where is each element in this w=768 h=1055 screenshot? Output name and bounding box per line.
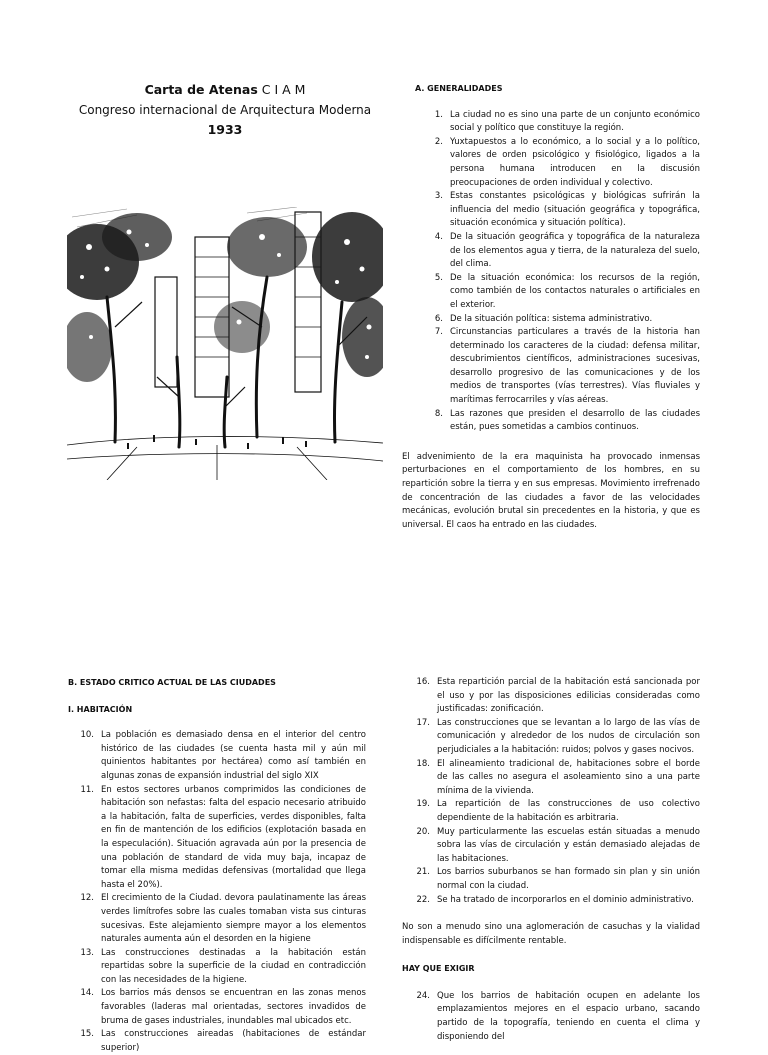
list-item bbox=[402, 990, 700, 1044]
list-item bbox=[68, 729, 366, 783]
item-text: Los barrios más densos se encuentran en las zonas menos favorables (laderas mal orientadas, sectores invadidos de bruma de gases industriales, inundables mal ubicados etc. bbox=[101, 988, 366, 1026]
item-text: La población es demasiado densa en el interior del centro histórico de las ciudades (se cuenta hasta mil y aún mil quinientos habitantes por hectárea) como así también en algunas zonas de expansión industrial del siglo XIX bbox=[101, 730, 366, 781]
list-item bbox=[402, 676, 700, 717]
list-item bbox=[415, 313, 700, 327]
section-b-heading: B. ESTADO CRITICO ACTUAL DE LAS CIUDADES bbox=[68, 678, 276, 687]
item-text: Esta repartición parcial de la habitación está sancionada por el uso y por las disposiciones edilicias consideradas como justificadas: zonificación. bbox=[437, 677, 700, 715]
item-number: 2. bbox=[434, 136, 443, 147]
item-text: La repartición de las construcciones de uso colectivo dependiente de la habitación es arbitraria. bbox=[437, 799, 700, 823]
item-text: Las razones que presiden el desarrollo de las ciudades están, pues sometidas a cambios continuos. bbox=[450, 408, 700, 433]
list-item bbox=[68, 892, 366, 946]
item-number: 4. bbox=[434, 231, 443, 242]
section-b-list bbox=[68, 729, 366, 1055]
list-item bbox=[68, 987, 366, 1028]
list-item bbox=[415, 190, 700, 231]
title-block bbox=[60, 80, 390, 140]
item-text: Los barrios suburbanos se han formado sin plan y sin unión normal con la ciudad. bbox=[437, 867, 700, 891]
exigir-list bbox=[402, 990, 700, 1044]
document-year: 1933 bbox=[207, 122, 243, 137]
section-a-paragraph: El advenimiento de la era maquinista ha provocado inmensas perturbaciones en el comportamiento de los hombres, en su repartición sobre la tierra y en sus empresas. Movimiento irrefrenado de concentración de las ciudades a favor de las velocidades mecánicas, evolución brutal sin precedentes en la historia, y que es universal. El caos ha entrado en las ciudades. bbox=[402, 451, 700, 530]
item-text: Que los barrios de habitación ocupen en adelante los emplazamientos mejores en el espacio urbano, sacando partido de la topografía, teniendo en cuenta el clima y disponiendo del bbox=[437, 990, 700, 1042]
item-text: De la situación política: sistema administrativo. bbox=[450, 313, 653, 324]
item-text: Estas constantes psicológicas y biológicas sufrirán la influencia del medio (situación geográfica y topográfica, situación económica y situación política). bbox=[450, 191, 700, 229]
section-a-heading: A. GENERALIDADES bbox=[415, 84, 503, 93]
list-item bbox=[402, 866, 700, 893]
title-text: Carta de Atenas bbox=[144, 82, 258, 97]
section-estado-critico-continued bbox=[402, 676, 700, 1044]
item-text: De la situación económica: los recursos de la región, como también de los contactos naturales o artificiales en el exterior. bbox=[450, 272, 700, 310]
document-subtitle: Congreso internacional de Arquitectura Moderna bbox=[78, 103, 372, 117]
item-text: El alineamiento tradicional de, habitaciones sobre el borde de las calles no asegura el asoleamiento sino a una parte mínima de la vivienda. bbox=[437, 758, 700, 796]
item-text: El crecimiento de la Ciudad. devora paulatinamente las áreas verdes limítrofes sobre las cuales tomaban vista sus cinturas sucesivas. Este alejamiento siempre mayor a los elementos naturales aumenta aún el desorden en la higiene bbox=[101, 893, 366, 945]
list-item bbox=[415, 109, 700, 136]
item-text: Las construcciones aireadas (habitaciones de estándar superior) bbox=[101, 1029, 366, 1053]
item-number: 16. bbox=[416, 677, 430, 687]
list-item bbox=[415, 326, 700, 408]
item-number: 19. bbox=[416, 799, 430, 810]
item-number: 1. bbox=[434, 109, 443, 120]
item-number: 12. bbox=[80, 893, 94, 904]
item-number: 11. bbox=[80, 784, 94, 795]
list-item bbox=[415, 408, 700, 435]
list-item bbox=[402, 894, 700, 908]
item-number: 24. bbox=[416, 990, 430, 1001]
item-number: 5. bbox=[434, 272, 443, 283]
item-number: 22. bbox=[416, 894, 430, 905]
list-item bbox=[402, 758, 700, 799]
item-number: 6. bbox=[434, 313, 443, 324]
list-item bbox=[68, 784, 366, 893]
list-item bbox=[68, 1028, 366, 1055]
item-text: En estos sectores urbanos comprimidos las condiciones de habitación son nefastas: falta del espacio necesario atribuido a la habitación, falta de superficies, verdes disponibles, falta en fin de mantención de los edificios (explotación basada en la especulación). Situación agravada aún por la presencia de una población de standard de vida muy baja, incapaz de tomar ella misma medidas defensivas (mortalidad que llega hasta el 20%). bbox=[101, 784, 366, 890]
item-number: 18. bbox=[416, 758, 430, 769]
item-text: Se ha tratado de incorporarlos en el dominio administrativo. bbox=[437, 894, 694, 905]
item-number: 10. bbox=[80, 730, 94, 741]
list-item bbox=[402, 717, 700, 758]
hay-que-exigir-heading: HAY QUE EXIGIR bbox=[402, 964, 475, 974]
item-text: De la situación geográfica y topográfica de la naturaleza de los elementos agua y tierra, de la naturaleza del suelo, del clima. bbox=[450, 231, 700, 270]
list-item bbox=[415, 272, 700, 313]
item-text: Yuxtapuestos a lo económico, a lo social y a lo político, valores de orden psicológico y fisiológico, ligados a la persona humana introducen en la discusión preocupaciones de orden individual y colectivo. bbox=[450, 136, 700, 188]
item-text: La ciudad no es sino una parte de un conjunto económico social y político que constituye la región. bbox=[450, 109, 700, 134]
list-item bbox=[415, 231, 700, 272]
title-suffix: C I A M bbox=[261, 82, 306, 97]
item-text: Las construcciones destinadas a la habitación están repartidas sobre la superficie de la ciudad en contradicción con las necesidades de la higiene. bbox=[101, 947, 366, 985]
city-park-sketch bbox=[67, 207, 383, 480]
list-item bbox=[415, 136, 700, 190]
item-number: 20. bbox=[416, 826, 430, 837]
section-generalidades bbox=[402, 82, 700, 532]
item-number: 15. bbox=[80, 1029, 94, 1040]
section-estado-critico bbox=[68, 676, 366, 1055]
section-a-list bbox=[415, 109, 700, 435]
item-number: 17. bbox=[416, 717, 430, 728]
list-item bbox=[402, 826, 700, 867]
item-number: 13. bbox=[80, 947, 94, 958]
item-text: Muy particularmente las escuelas están situadas a menudo sobra las vías de circulación y están demasiado alejadas de las habitaciones. bbox=[437, 826, 700, 864]
section-b-subheading: I. HABITACIÓN bbox=[68, 704, 133, 714]
item-text: Circunstancias particulares a través de la historia han determinado los caracteres de la ciudad: defensa militar, descubrimientos científicos, administraciones sucesivas, desarrollo progresivo de las comunicaciones y de los medios de transportes (vías terrestres). Vías fluviales y marítimas ferrocarriles y vías aéreas. bbox=[450, 327, 700, 406]
document-title bbox=[60, 80, 390, 100]
item-number: 7. bbox=[434, 327, 443, 338]
section-b-paragraph: No son a menudo sino una aglomeración de casuchas y la vialidad indispensable es difícilmente rentable. bbox=[402, 922, 700, 946]
section-b-list-right bbox=[402, 676, 700, 907]
item-text: Las construcciones que se levantan a lo largo de las vías de comunicación y alrededor de los nudos de circulación son perjudiciales a la habitación: ruidos; polvos y gases nocivos. bbox=[437, 717, 700, 755]
list-item bbox=[402, 798, 700, 825]
item-number: 14. bbox=[80, 988, 94, 999]
item-number: 21. bbox=[416, 867, 430, 878]
item-number: 3. bbox=[434, 191, 443, 202]
list-item bbox=[68, 947, 366, 988]
item-number: 8. bbox=[434, 408, 443, 419]
